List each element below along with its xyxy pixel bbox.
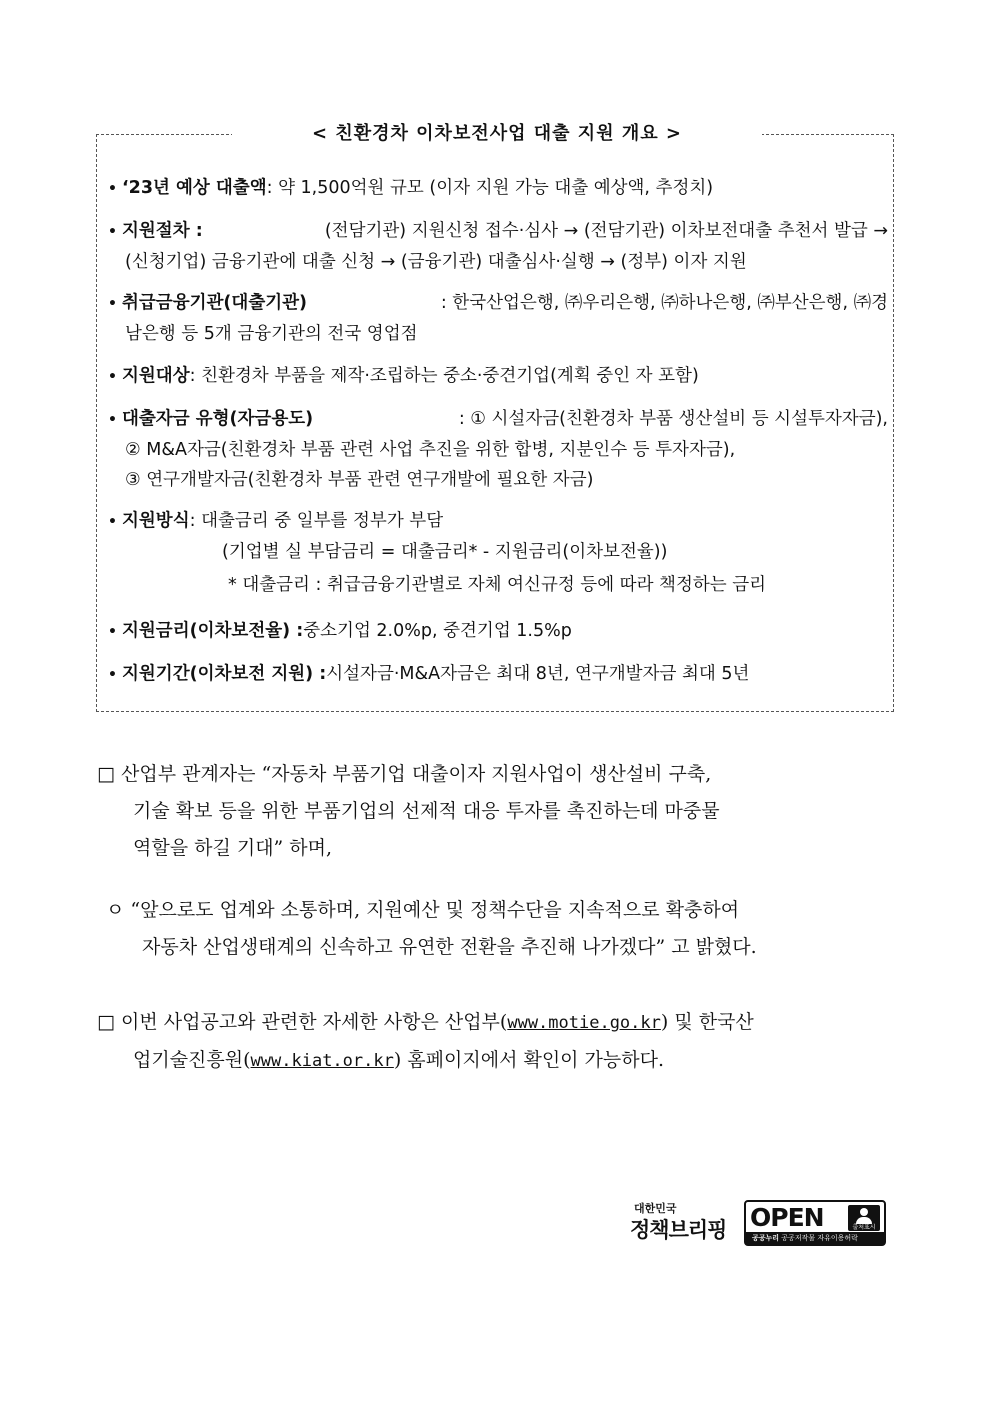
overview-item: • 취급금융기관(대출기관) : 한국산업은행, ㈜우리은행, ㈜하나은행, ㈜부산은행, ㈜경 남은행 등 5개 금융기관의 전국 영업점 (108, 288, 888, 349)
overview-item: • 지원대상 : 친환경차 부품을 제작·조립하는 중소·중견기업(계획 중인 자 포함) (108, 361, 888, 392)
overview-item: • 대출자금 유형(자금용도) : ① 시설자금(친환경차 부품 생산설비 등 시설투자자금), ② M&A자금(친환경차 부품 관련 사업 추진을 위한 합병, 지분인수 등 투자자금), ③ 연구개발자금(친환경차 부품 관련 연구개발에 필요한 자금) (108, 404, 888, 495)
footnote: * 대출금리 : 취급금융기관별로 자체 여신규정 등에 따라 책정하는 금리 (228, 575, 767, 595)
overview-item: • ‘23년 예상 대출액 : 약 1,500억원 규모 (이자 지원 가능 대출 예상액, 추정치) (108, 173, 888, 204)
kiat-link[interactable]: www.kiat.or.kr (250, 1051, 394, 1071)
bullet-icon: • (108, 181, 117, 197)
bullet-icon: • (108, 412, 117, 428)
paragraph-official-comment: □ 산업부 관계자는 “자동차 부품기업 대출이자 지원사업이 생산설비 구축, 기술 확보 등을 위한 부품기업의 선제적 대응 투자를 촉진하는데 마중물 역할을 하길 기대” 하며, (97, 763, 720, 859)
attribution-badge-icon: 출처표시 (848, 1205, 880, 1231)
kogl-open-logo: OPEN 출처표시 공공누리 공공저작물 자유이용허락 (744, 1200, 886, 1246)
bullet-icon: • (108, 224, 117, 240)
overview-item: • 지원금리(이차보전율) : 중소기업 2.0%p, 중견기업 1.5%p (108, 616, 888, 647)
overview-item: • 지원절차 : (전담기관) 지원신청 접수·심사 → (전담기관) 이차보전대출 추천서 발급 → (신청기업) 금융기관에 대출 신청 → (금융기관) 대출심사·실행 → (정부) 이자 지원 (108, 216, 888, 277)
formula-note: (기업별 실 부담금리 = 대출금리* - 지원금리(이차보전율)) (222, 542, 668, 562)
motie-link[interactable]: www.motie.go.kr (507, 1013, 661, 1033)
paragraph-quote: ㅇ “앞으로도 업계와 소통하며, 지원예산 및 정책수단을 지속적으로 확충하여 자동차 산업생태계의 신속하고 유연한 전환을 추진해 나가겠다” 고 밝혔다. (106, 899, 757, 958)
bullet-icon: • (108, 624, 117, 640)
korea-policy-briefing-logo: 대한민국 정책브리핑 (630, 1202, 727, 1242)
paragraph-contact: □ 이번 사업공고와 관련한 자세한 사항은 산업부(www.motie.go.kr) 및 한국산 업기술진흥원(www.kiat.or.kr) 홈페이지에서 확인이 가능하다. (97, 1011, 754, 1071)
bullet-icon: • (108, 667, 117, 683)
overview-item: • 지원방식 : 대출금리 중 일부를 정부가 부담 (108, 506, 888, 537)
overview-title: < 친환경차 이차보전사업 대출 지원 개요 > (232, 121, 762, 147)
bullet-icon: • (108, 369, 117, 385)
kogl-bar: 공공누리 공공저작물 자유이용허락 (746, 1232, 884, 1244)
bullet-icon: • (108, 296, 117, 312)
bullet-icon: • (108, 514, 117, 530)
overview-item: • 지원기간(이차보전 지원) : 시설자금·M&A자금은 최대 8년, 연구개발자금 최대 5년 (108, 659, 888, 690)
